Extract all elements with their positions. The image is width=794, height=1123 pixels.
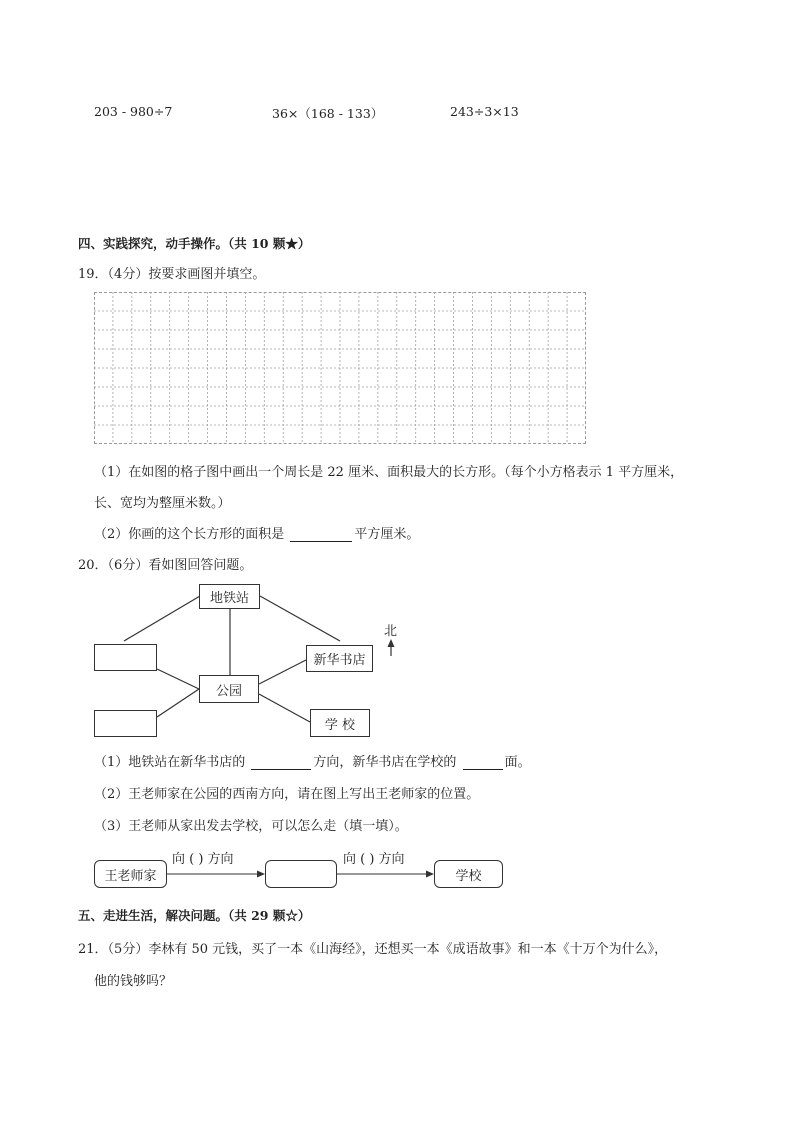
line-box1-park — [157, 669, 199, 689]
q21-text: 李林有 50 元钱，买了一本《山海经》，还想买一本《成语故事》和一本《十万个为什么》， — [148, 942, 668, 957]
q19-prompt: 按要求画图并填空。 — [148, 267, 266, 282]
q19-part1-line1: （1）在如图的格子图中画出一个周长是 22 厘米、面积最大的长方形。（每个小方格表示 1 平方厘米， — [94, 465, 684, 480]
direction-blank-2[interactable] — [463, 755, 503, 770]
q19-part2 — [94, 523, 419, 542]
section-5-title: 五、走进生活，解决问题。（共 29 颗☆） — [78, 908, 311, 923]
q19-points: （4分） — [107, 267, 149, 282]
map-bookstore: 新华书店 — [306, 645, 373, 672]
q19-part1-line2: 长、宽均为整厘米数。） — [94, 496, 231, 511]
map-park: 公园 — [199, 675, 259, 703]
map-blank-box-2[interactable] — [94, 710, 157, 737]
q21-number: 21． — [78, 942, 108, 957]
q21-line1 — [78, 938, 667, 957]
q19-number: 19． — [78, 267, 108, 282]
line-park-bookstore — [259, 660, 306, 684]
q20-prompt: 看如图回答问题。 — [148, 558, 253, 573]
q20-number: 20． — [78, 558, 108, 573]
area-answer-blank[interactable] — [290, 527, 352, 542]
line-park-school — [259, 694, 310, 722]
q20-header — [78, 554, 252, 573]
north-label: 北 — [384, 624, 398, 639]
north-arrow-icon — [388, 639, 395, 647]
calc-2: 36×（168 - 133） — [272, 106, 384, 121]
route-end: 学校 — [434, 860, 503, 888]
route-middle-blank[interactable] — [265, 860, 337, 888]
q20-points: （6分） — [107, 558, 149, 573]
q19-part2-before: （2）你画的这个长方形的面积是 — [94, 527, 285, 542]
line-subway-box1 — [124, 596, 200, 641]
route-direction-1: 向 ( ) 方向 — [172, 852, 234, 867]
q19-part2-after: 平方厘米。 — [354, 527, 420, 542]
drawing-grid[interactable] — [94, 292, 586, 444]
q20-part1-c: 面。 — [504, 755, 531, 770]
calc-3: 243÷3×13 — [450, 104, 519, 119]
q20-part1-b: 方向，新华书店在学校的 — [313, 755, 457, 770]
route-start: 王老师家 — [94, 860, 167, 888]
q21-line2: 他的钱够吗？ — [94, 974, 173, 989]
q19-header — [78, 263, 265, 282]
q20-part1-a: （1）地铁站在新华书店的 — [94, 755, 246, 770]
q21-points: （5分） — [107, 942, 149, 957]
grid-lines — [94, 292, 586, 444]
route-arrow-2-head-icon — [426, 871, 434, 878]
q20-part3: （3）王老师从家出发去学校，可以怎么走（填一填）。 — [94, 819, 408, 834]
map-blank-box-1[interactable] — [94, 644, 157, 671]
line-subway-bookstore — [260, 596, 340, 641]
direction-blank-1[interactable] — [251, 755, 311, 770]
section-4-title: 四、实践探究，动手操作。（共 10 颗★） — [78, 236, 311, 251]
q20-part1 — [94, 751, 531, 770]
q20-part2: （2）王老师家在公园的西南方向，请在图上写出王老师家的位置。 — [94, 787, 480, 802]
line-box2-park — [157, 689, 199, 717]
route-direction-2: 向 ( ) 方向 — [343, 852, 405, 867]
route-arrow-1-head-icon — [257, 871, 265, 878]
calc-1: 203 - 980÷7 — [94, 104, 173, 119]
map-subway-station: 地铁站 — [199, 584, 260, 609]
map-school: 学 校 — [310, 709, 370, 737]
